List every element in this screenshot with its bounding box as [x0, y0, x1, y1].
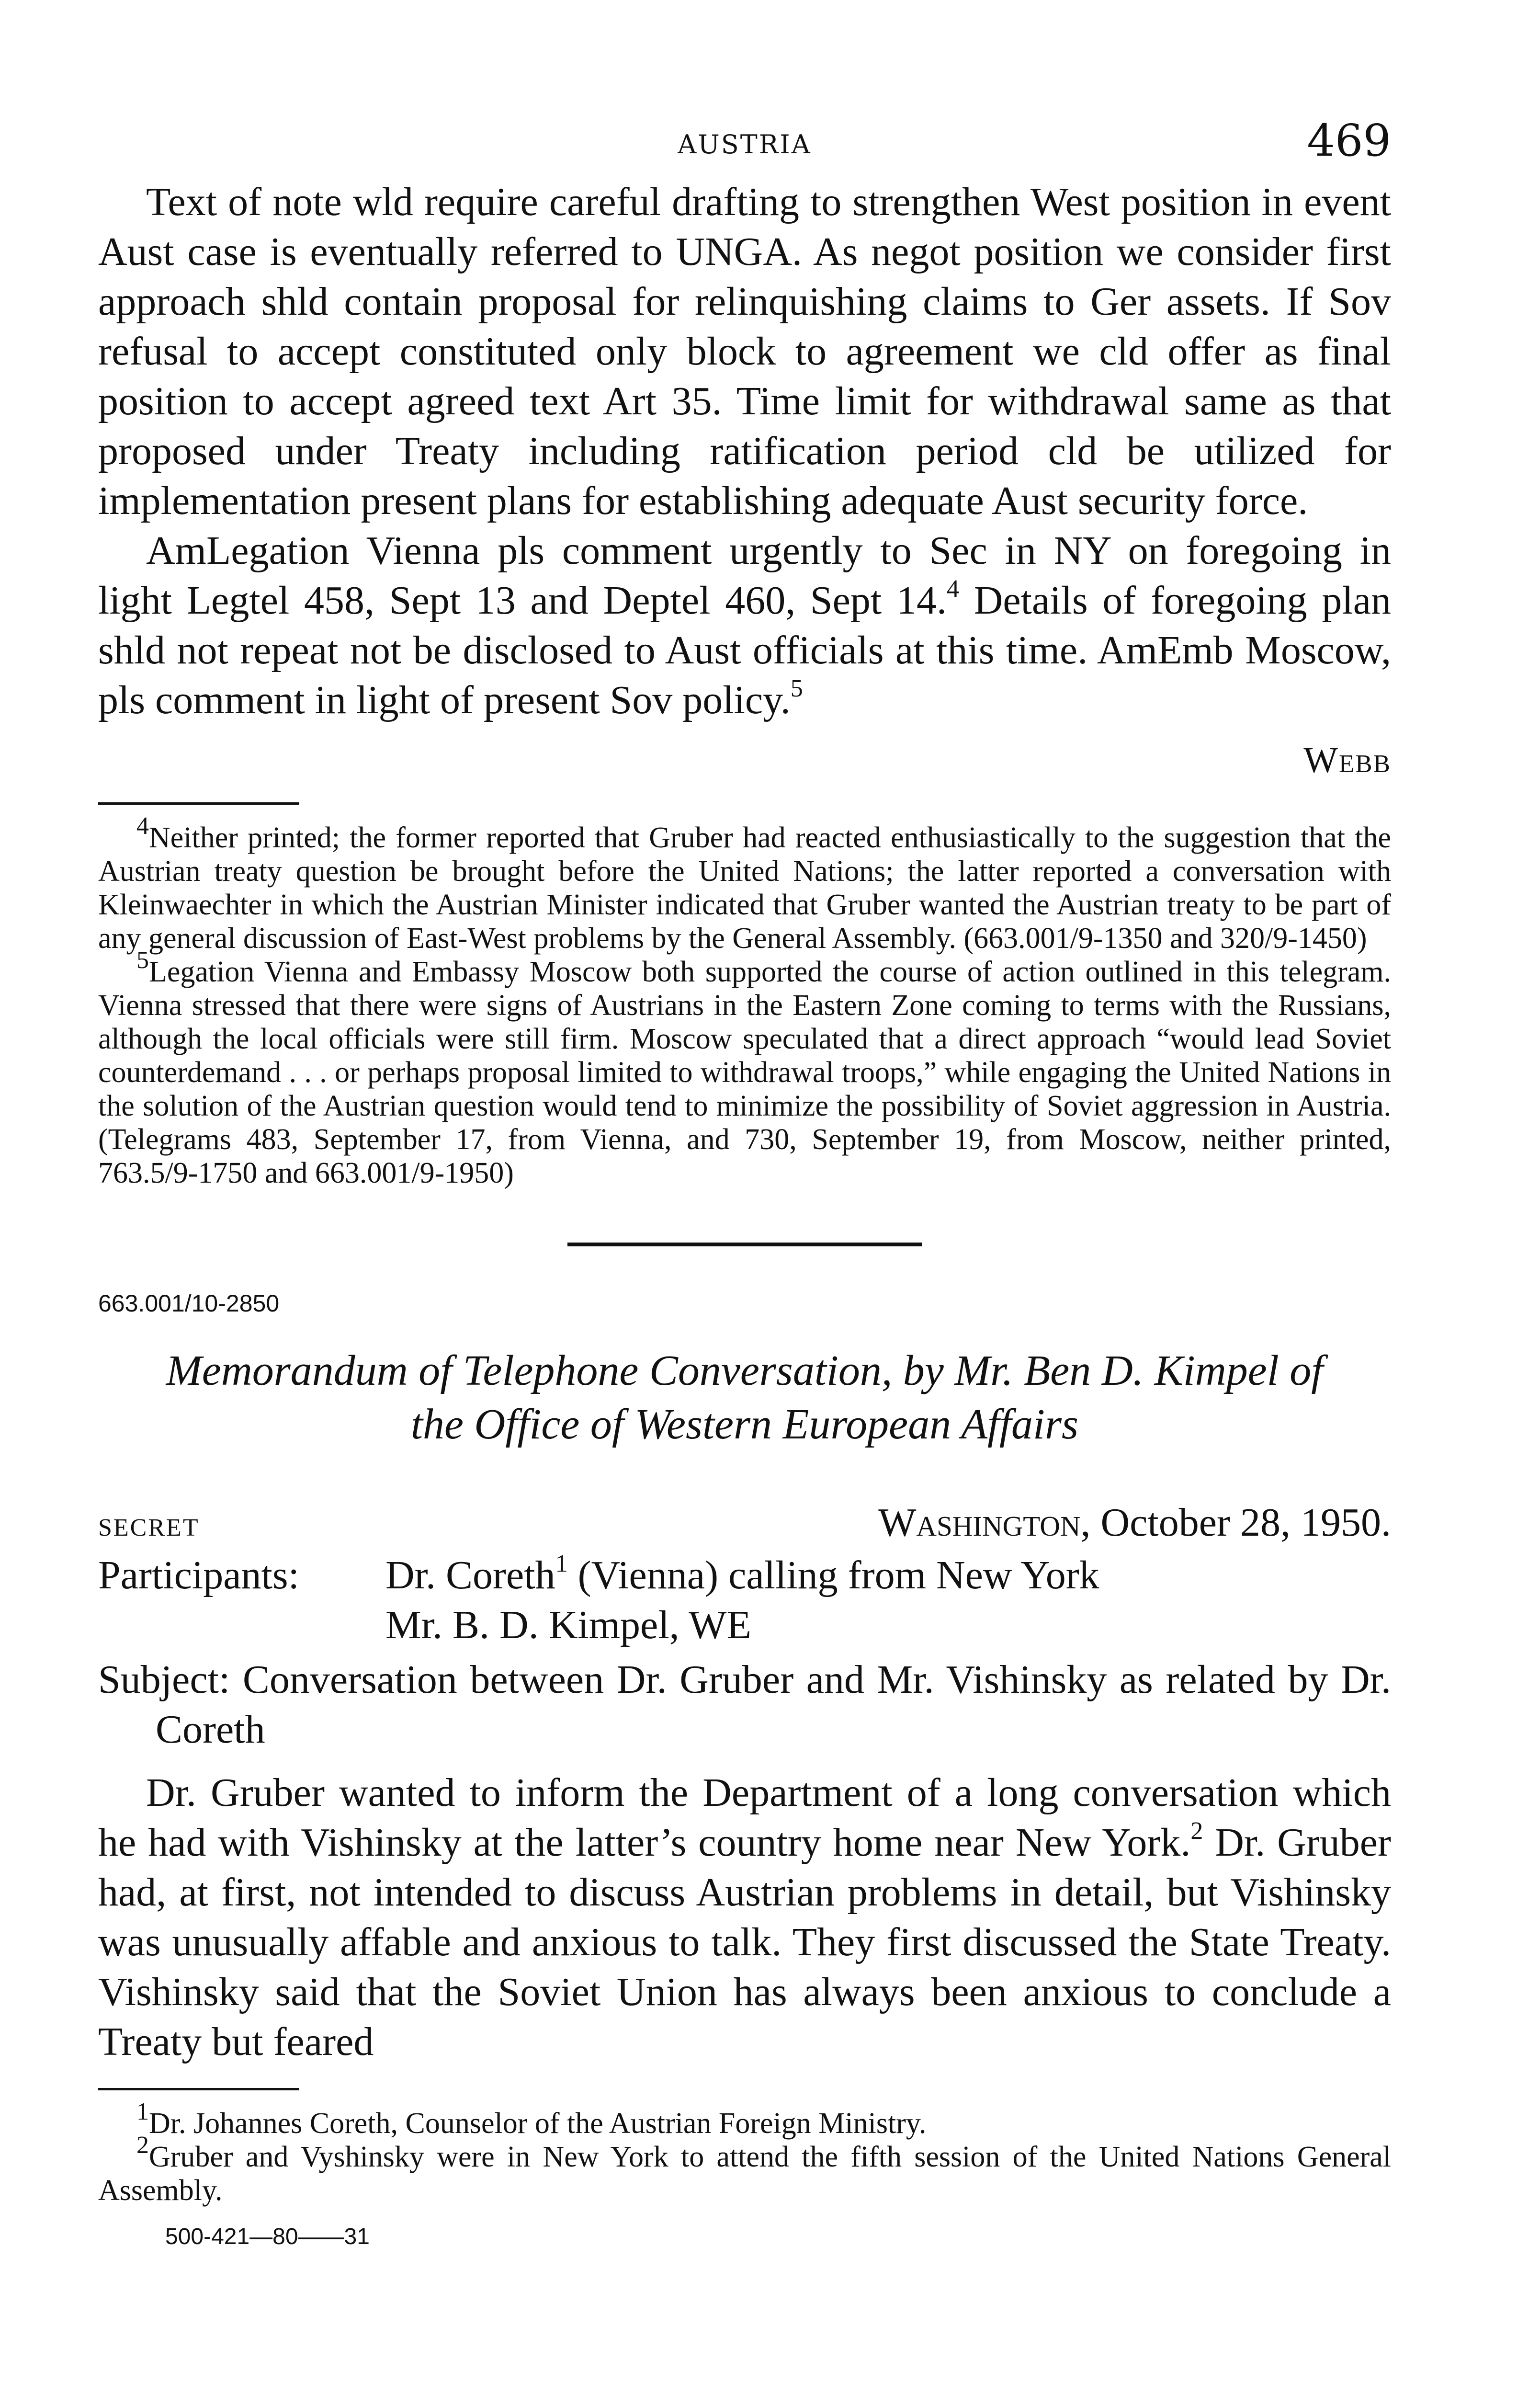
- dateline: [98, 1499, 1391, 1546]
- footnote-ref-1: 1: [555, 1550, 568, 1577]
- footnote-ref-4: 4: [947, 575, 959, 603]
- memo-title-line2: the Office of Western European Affairs: [410, 1401, 1079, 1448]
- paragraph-amlegation-part1: AmLegation Vienna pls comment urgently to Sec in NY on foregoing in light Legtel 458, Sept 13 and Deptel 460, Sept 14.: [98, 528, 1391, 623]
- footnote-marker: 4: [136, 812, 149, 840]
- subject-label: Subject:: [98, 1657, 230, 1702]
- participant-2: Mr. B. D. Kimpel, WE: [385, 1603, 751, 1647]
- section-divider: [567, 1243, 922, 1246]
- subject: [98, 1655, 1391, 1755]
- footnote-marker: 2: [136, 2132, 149, 2159]
- participants-row: [98, 1551, 1391, 1600]
- participant-1-detail: (Vienna) calling from New York: [567, 1553, 1099, 1597]
- paragraph-amlegation: [98, 526, 1391, 725]
- memo-body-part2: Dr. Gruber had, at first, not intended to discuss Austrian problems in detail, but Vishinsky was unusually affable and anxious to talk. They first discussed the State Treaty. Vishinsky said that the Soviet Union has always been anxious to conclude a Treaty but feared: [98, 1820, 1392, 2064]
- footnote-5: [98, 947, 1391, 1190]
- place: Washington: [878, 1500, 1081, 1545]
- footnote-text: Neither printed; the former reported that Gruber had reacted enthusiastically to the suggestion that the Austrian treaty question be brought before the United Nations; the latter reported a conversation with Kleinwaechter in which the Austrian Minister indicated that Gruber wanted the Austrian treaty to be part of any general discussion of East-West problems by the General Assembly. (663.001/9-1350 and 320/9-1450): [98, 821, 1391, 955]
- footnote-1: [98, 2098, 1391, 2140]
- participants-label: Participants:: [98, 1553, 299, 1597]
- footnote-marker: 5: [136, 947, 149, 974]
- paragraph-amlegation-part2: Details of foregoing plan shld not repeat not be disclosed to Aust officials at this time. AmEmb Moscow, pls comment in light of present Sov policy.: [98, 578, 1392, 722]
- footnote-divider: [98, 802, 299, 805]
- running-title: AUSTRIA: [678, 129, 812, 160]
- printer-code: 500-421—80——31: [165, 2224, 370, 2249]
- participant-1: [385, 1551, 1099, 1600]
- footnote-divider-bottom: [98, 2088, 299, 2090]
- running-head: [98, 115, 1391, 177]
- footnote-4: [98, 812, 1391, 955]
- footnote-marker: 1: [136, 2098, 149, 2126]
- footnote-ref-5: 5: [790, 675, 803, 702]
- paragraph-memo-body: [98, 1768, 1391, 2067]
- footnote-text: Dr. Johannes Coreth, Counselor of the Austrian Foreign Ministry.: [149, 2107, 927, 2140]
- page-number: 469: [1307, 115, 1391, 166]
- paragraph-note-text: Text of note wld require careful drafting to strengthen West position in event Aust case is eventually referred to UNGA. As negot position we consider first approach shld contain proposal for relinquishing claims to Ger assets. If Sov refusal to accept constituted only block to agreement we cld offer as final position to accept agreed text Art 35. Time limit for withdrawal same as that proposed under Treaty including ratification period cld be utilized for implementation present plans for establishing adequate Aust security force.: [98, 180, 1391, 523]
- document-id: 663.001/10-2850: [98, 1290, 280, 1317]
- participants-spacer: [98, 1600, 385, 1650]
- footnote-ref-2: 2: [1190, 1817, 1203, 1845]
- memo-body-part1: Dr. Gruber wanted to inform the Department of a long conversation which he had with Vishinsky at the latter’s country home near New York.: [98, 1770, 1391, 1865]
- document-page: [98, 115, 1391, 2250]
- classification: SECRET: [98, 1514, 200, 1541]
- footnote-text: Legation Vienna and Embassy Moscow both supported the course of action outlined in this telegram. Vienna stressed that there were signs of Austrians in the Eastern Zone coming to terms with the Russians, although the local officials were still firm. Moscow speculated that a direct approach “would lead Soviet counterdemand . . . or perhaps proposal limited to withdrawal troops,” while engaging the United Nations in the solution of the Austrian question would tend to minimize the possibility of Soviet aggression in Austria. (Telegrams 483, September 17, from Vienna, and 730, September 19, from Moscow, neither printed, 763.5/9-1750 and 663.001/9-1950): [98, 956, 1391, 1189]
- participants-row-2: [98, 1600, 1391, 1650]
- date: , October 28, 1950.: [1080, 1500, 1391, 1545]
- place-date: [878, 1499, 1391, 1546]
- footnote-text: Gruber and Vyshinsky were in New York to attend the fifth session of the United Nations General Assembly.: [98, 2141, 1391, 2207]
- signature: Webb: [1303, 740, 1391, 780]
- subject-text: Conversation between Dr. Gruber and Mr. Vishinsky as related by Dr. Coreth: [156, 1657, 1392, 1752]
- participant-1-name: Dr. Coreth: [385, 1553, 555, 1597]
- footnote-2: [98, 2132, 1391, 2207]
- memo-title-line1: Memorandum of Telephone Conversation, by Mr. Ben D. Kimpel of: [166, 1347, 1324, 1394]
- memo-title: [98, 1344, 1391, 1451]
